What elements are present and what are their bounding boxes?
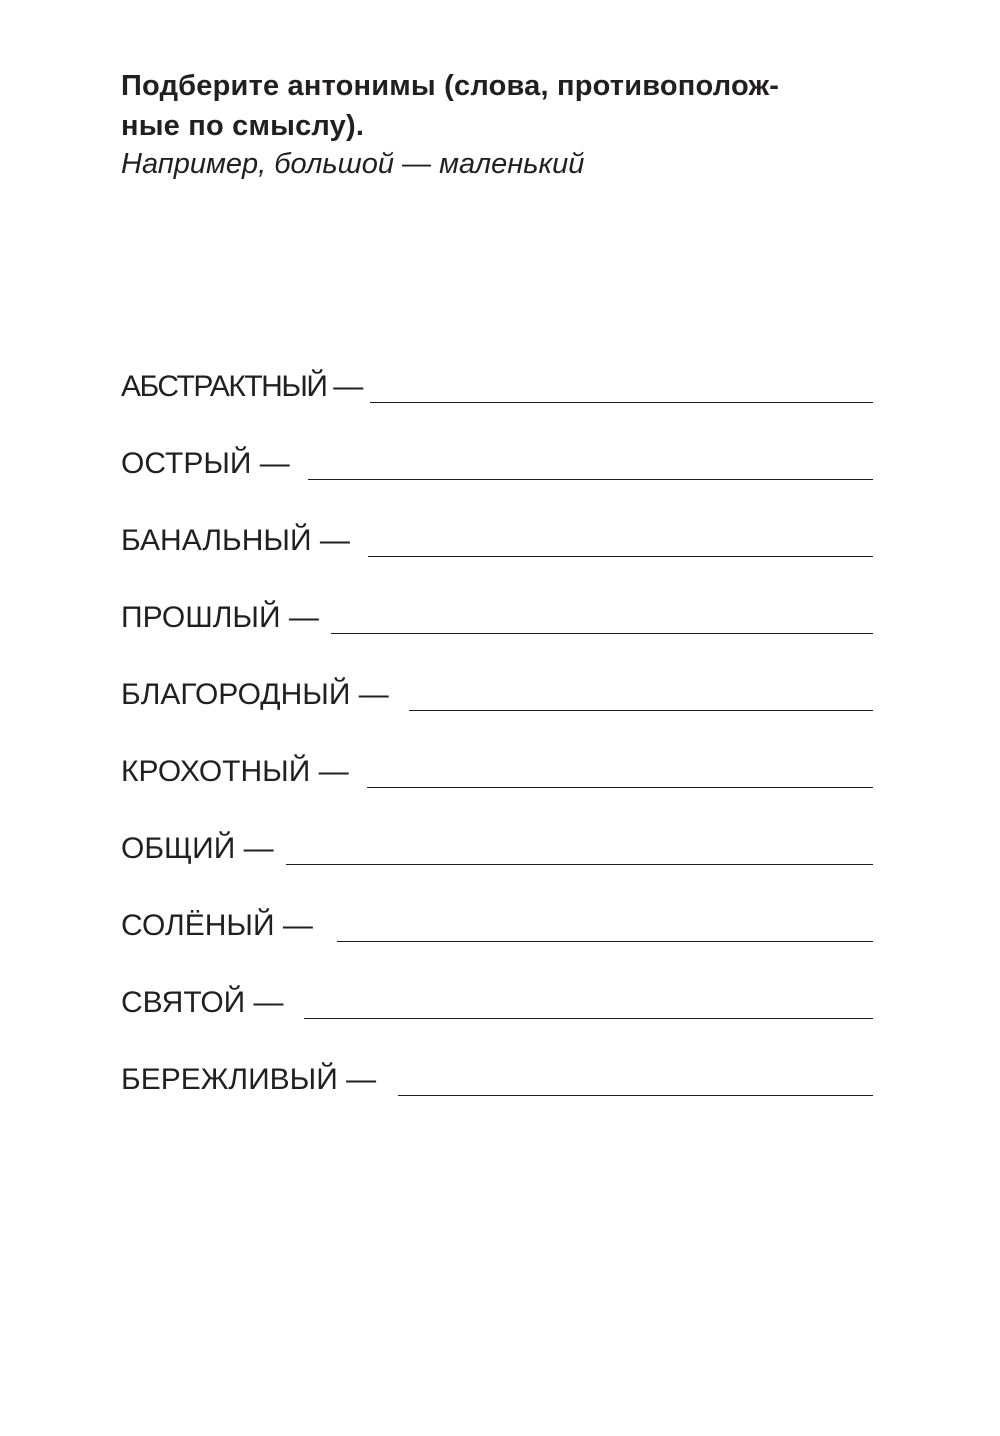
exercise-row (121, 640, 873, 717)
exercise-word: АБСТРАКТНЫЙ — (121, 370, 362, 403)
answer-line[interactable] (370, 372, 873, 403)
exercise-row (121, 948, 873, 1025)
exercise-row (121, 563, 873, 640)
answer-line[interactable] (304, 988, 873, 1019)
exercise-row (121, 871, 873, 948)
exercise-word: СОЛЁНЫЙ — (121, 909, 313, 942)
exercise-row (121, 717, 873, 794)
exercise-word: ПРОШЛЫЙ — (121, 601, 319, 634)
answer-line[interactable] (398, 1065, 873, 1096)
answer-line[interactable] (337, 911, 873, 942)
exercise-list (121, 332, 873, 1102)
task-heading-line-1: Подберите антонимы (слова, противополож- (121, 70, 780, 102)
answer-line[interactable] (409, 680, 873, 711)
answer-line[interactable] (286, 834, 873, 865)
exercise-word: БАНАЛЬНЫЙ — (121, 524, 350, 557)
exercise-word: ОСТРЫЙ — (121, 447, 290, 480)
exercise-row (121, 332, 873, 409)
exercise-row (121, 486, 873, 563)
exercise-word: СВЯТОЙ — (121, 986, 284, 1019)
exercise-word: КРОХОТНЫЙ — (121, 755, 349, 788)
instructions (121, 66, 901, 182)
exercise-word: ОБЩИЙ — (121, 832, 274, 865)
exercise-row (121, 1025, 873, 1102)
answer-line[interactable] (368, 526, 873, 557)
exercise-row (121, 794, 873, 871)
task-heading-line-2: ные по смыслу). (121, 110, 365, 142)
example-text: Например, большой — маленький (121, 148, 585, 180)
answer-line[interactable] (331, 603, 873, 634)
exercise-word: БЕРЕЖЛИВЫЙ — (121, 1063, 377, 1096)
answer-line[interactable] (367, 757, 873, 788)
answer-line[interactable] (308, 449, 873, 480)
exercise-row (121, 409, 873, 486)
exercise-word: БЛАГОРОДНЫЙ — (121, 678, 389, 711)
